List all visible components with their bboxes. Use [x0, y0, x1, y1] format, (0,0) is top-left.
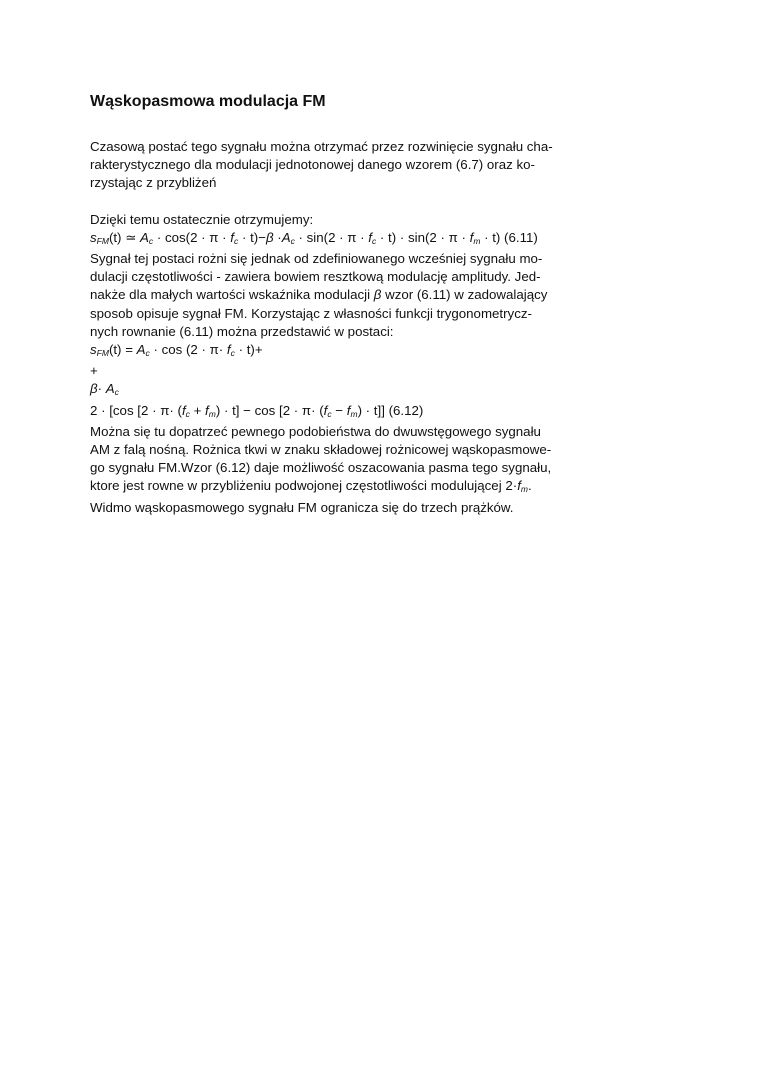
formula-subscript: c [371, 235, 377, 246]
formula-text: · sin(2 · π · [294, 229, 369, 245]
formula-subscript: m [520, 484, 528, 495]
formula-6-12-line4 [90, 402, 590, 423]
formula-symbol: f [517, 478, 521, 494]
formula-subscript: FM [96, 348, 109, 359]
formula-text: · t)+ [234, 342, 263, 358]
formula-6-11 [90, 229, 590, 250]
formula-subscript: c [145, 348, 150, 359]
paragraph-text: ktore jest rowne w przybliżeniu podwojonej częstotliwości modulującej 2· [90, 478, 518, 494]
formula-symbol: β [373, 287, 382, 303]
formula-6-12-line1 [90, 341, 590, 362]
paragraph-line: rzystając z przybliżeń [90, 175, 217, 191]
formula-subscript: m [473, 235, 481, 246]
formula-symbol: f [368, 229, 372, 245]
formula-symbol: f [226, 342, 231, 358]
formula-symbol: β [265, 229, 274, 245]
formula-subscript: m [350, 408, 358, 419]
formula-symbol: f [469, 229, 474, 245]
document-page [90, 92, 590, 517]
formula-symbol: A [105, 381, 115, 397]
paragraph-line: go sygnału FM.Wzor (6.12) daje możliwość oszacowania pasma tego sygnału, [90, 460, 552, 476]
formula-subscript: c [230, 348, 235, 359]
paragraph-line: rakterystycznego dla modulacji jednotonowej danego wzorem (6.7) oraz ko- [90, 157, 535, 173]
paragraph-line: Sygnał tej postaci rożni się jednak od zdefiniowanego wcześniej sygnału mo- [90, 251, 543, 267]
formula-text: ) · t]] (6.12) [357, 402, 424, 418]
paragraph-text: nakże dla małych wartości wskaźnika modulacji [90, 287, 374, 303]
formula-text: · [273, 229, 282, 245]
paragraph-line [90, 477, 590, 498]
formula-symbol: A [281, 229, 291, 245]
formula-symbol: A [136, 342, 146, 358]
document-title: Wąskopasmowa modulacja FM [90, 93, 326, 110]
formula-subscript: c [234, 235, 239, 246]
paragraph-line: Dzięki temu ostatecznie otrzymujemy: [90, 211, 314, 227]
formula-text: · t)− [238, 229, 266, 245]
formula-subscript: m [208, 408, 216, 419]
paragraph-line: sposob opisuje sygnał FM. Korzystając z własności funkcji trygonometrycz- [90, 305, 532, 321]
paragraph-line: Widmo wąskopasmowego sygnału FM ogranicza się do trzech prążków. [90, 499, 514, 515]
formula-subscript: c [327, 408, 332, 419]
formula-text: = [121, 342, 137, 358]
paragraph-text: wzor (6.11) w zadowalający [381, 287, 548, 303]
formula-symbol: f [181, 402, 186, 418]
formula-symbol: f [346, 402, 351, 418]
formula-symbol: s [90, 229, 97, 245]
formula-subscript: c [185, 408, 190, 419]
formula-symbol: f [205, 402, 209, 418]
formula-text: · [97, 381, 106, 397]
formula-text: + [189, 402, 206, 418]
formula-subscript: c [148, 235, 154, 246]
formula-subscript: c [290, 235, 295, 246]
formula-text: · t) (6.11) [480, 229, 538, 245]
formula-subscript: FM [96, 235, 109, 246]
formula-text: (t) [108, 229, 122, 245]
formula-subscript: c [114, 387, 119, 398]
formula-6-12-line3 [90, 380, 590, 401]
paragraph-text: . [527, 478, 532, 494]
formula-symbol: s [90, 342, 97, 358]
formula-text: ) · t] − cos [2 · π· ( [215, 402, 324, 418]
paragraph-line: AM z falą nośną. Rożnica tkwi w znaku składowej rożnicowej wąskopasmowe- [90, 442, 552, 458]
formula-text: 2 · [cos [2 · π· ( [90, 402, 182, 418]
formula-text: · t) · sin(2 · π · [376, 229, 470, 245]
formula-text: − [331, 402, 347, 418]
formula-text: · cos(2 · π · [153, 229, 231, 245]
formula-6-12-plus: + [90, 363, 98, 379]
formula-text: · cos (2 · π· [149, 342, 227, 358]
paragraph-gap [90, 193, 590, 211]
paragraph-line: Czasową postać tego sygnału można otrzymać przez rozwinięcie sygnału cha- [90, 139, 553, 154]
paragraph-line: Można się tu dopatrzeć pewnego podobieństwa do dwuwstęgowego sygnału [90, 423, 541, 439]
formula-text: ≃ [121, 229, 141, 245]
formula-symbol: A [140, 229, 149, 245]
paragraph-line [90, 286, 590, 304]
paragraph-line: nych rownanie (6.11) można przedstawić w postaci: [90, 323, 394, 339]
formula-symbol: f [230, 229, 234, 245]
formula-text: (t) [108, 342, 122, 358]
paragraph-line: dulacji częstotliwości - zawiera bowiem resztkową modulację amplitudy. Jed- [90, 269, 541, 285]
formula-symbol: β [90, 381, 98, 397]
formula-symbol: f [323, 402, 328, 418]
